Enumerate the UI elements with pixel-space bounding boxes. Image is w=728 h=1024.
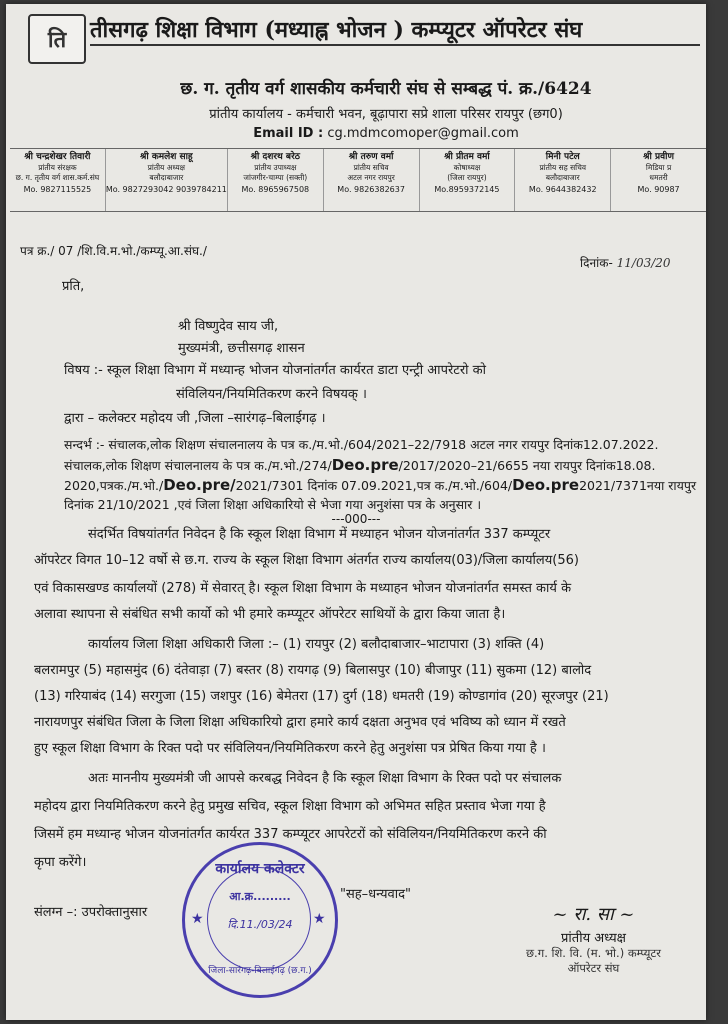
officer-role: मिडिया प्र (645, 163, 672, 172)
letter-sheet (6, 4, 706, 1020)
signatory-title: प्रांतीय अध्यक्ष (561, 931, 626, 946)
office-bearers-row (10, 148, 706, 212)
office-address: प्रांतीय कार्यालय - कर्मचारी भवन, बूढ़ापारा सप्रे शाला परिसर रायपुर (छग0) (209, 107, 563, 122)
signature-scribble: ~ रा. सा ~ (552, 904, 635, 925)
reference-line: दिनांक 21/10/2021 ,एवं जिला शिक्षा अधिकारियो से भेजा गया अनुशंसा पत्र के अनुसार । (64, 497, 482, 512)
date-label: दिनांक- (580, 256, 613, 270)
reference-text: 2020,पत्रक./म.भो./ (64, 478, 164, 493)
reference-text: संचालक,लोक शिक्षण संचालनालय के पत्र क./म.भो./274/ (64, 458, 332, 473)
officer-mobile: Mo. 9827293042 9039784211 (105, 185, 227, 194)
recipient-title: मुख्यमंत्री, छत्तीसगढ़ शासन (178, 341, 305, 356)
reference-line: सन्दर्भ :- संचालक,लोक शिक्षण संचालनालय के पत्र क./म.भो./604/2021–22/7918 अटल नगर रायपुर दिनांक12.07.2022. (64, 437, 659, 452)
logo-text: ति (47, 28, 67, 53)
paragraph-line: महोदय द्वारा नियमितिकरण करने हेतु प्रमुख सचिव, स्कूल शिक्षा विभाग को अभिमत सहित प्रस्ताव भेजा गया है (34, 799, 546, 814)
officer-place: (जिला रायपुर) (447, 173, 487, 182)
reference-deo: Deo.pre (331, 456, 399, 474)
officer-name: श्री प्रवीण (643, 152, 674, 162)
officer-mobile: Mo. 8965967508 (241, 185, 310, 194)
officer-mobile: Mo. 9826382637 (337, 185, 405, 194)
collector-office-stamp (182, 842, 338, 998)
signature-block (526, 902, 661, 976)
paragraph-line: जिसमें हम मध्यान्ह भोजन योजनांतर्गत कार्यरत 337 कम्प्यूटर आपरेटरों को संविलियन/नियमितिकरण करने की (34, 827, 547, 842)
stamp-bottom-text: जिला-सारंगढ़-बिलाईगढ़ (छ.ग.) (208, 966, 312, 976)
via-line: द्वारा – कलेक्टर महोदय जी ,जिला –सारंगढ़–बिलाईगढ़ । (64, 411, 326, 426)
officer-mobile: Mo. 9644382432 (528, 185, 597, 194)
stamp-ac-number: आ.क्र......... (229, 890, 291, 903)
officer-name: श्री दशरथ बरेठ (250, 152, 300, 162)
paragraph-line: कृपा करेंगे। (34, 855, 87, 870)
affiliation-line: छ. ग. तृतीय वर्ग शासकीय कर्मचारी संघ से सम्बद्ध पं. क्र./6424 (180, 79, 592, 99)
officer-place: बलौदाबाजार (149, 173, 184, 182)
reference-deo: Deo.pre (512, 476, 580, 494)
officer-place: बलौदाबाजार (545, 173, 580, 182)
reference-number: पत्र क्र./ 07 /शि.वि.म.भो./कम्प्यू.आ.संघ./ (20, 244, 207, 258)
officer-card (324, 149, 420, 211)
association-logo (28, 14, 86, 64)
officer-mobile: Mo.8959372145 (434, 185, 500, 194)
officer-mobile: Mo. 90987 (637, 185, 680, 194)
officer-role: प्रांतीय अध्यक्ष (147, 163, 186, 172)
signatory-org-2: ऑपरेटर संघ (567, 961, 620, 975)
paragraph-line: एवं विकासखण्ड कार्यालयों (278) में सेवारत् है। स्कूल शिक्षा विभाग के मध्याहन भोजन योजनांतर्गत समस्त कार्य के (34, 581, 572, 596)
subject-line: विषय :- स्कूल शिक्षा विभाग में मध्यान्ह भोजन योजनांतर्गत कार्यरत डाटा एन्ट्री आपरेटरो को (64, 363, 487, 378)
officer-place: धमतरी (649, 173, 668, 182)
officer-card (515, 149, 611, 211)
salutation: प्रति, (62, 279, 85, 294)
paragraph-line: अतः माननीय मुख्यमंत्री जी आपसे करबद्ध निवेदन है कि स्कूल शिक्षा विभाग के रिक्त पदो पर संचालक (88, 771, 562, 786)
officer-card (228, 149, 324, 211)
paragraph-line: ऑपरेटर विगत 10–12 वर्षो से छ.ग. राज्य के स्कूल शिक्षा विभाग अंतर्गत राज्य कार्यालय(03)/जिला कार्यालय(56) (34, 553, 579, 568)
officer-role: प्रांतीय संरक्षक (38, 163, 77, 172)
reference-text: /2017/2020–21/6655 नया रायपुर दिनांक18.08. (398, 458, 656, 473)
reference-text: 2021/7301 दिनांक 07.09.2021,पत्र क./म.भो./604/ (235, 478, 513, 493)
thanks-note: "सह–धन्यवाद" (340, 887, 412, 902)
paragraph-line: बलरामपुर (5) महासमुंद (6) दंतेवाड़ा (7) बस्तर (8) रायगढ़ (9) बिलासपुर (10) बीजापुर (11) सुकमा (12) बालोद (34, 663, 592, 678)
officer-role: प्रांतीय सह सचिव (539, 163, 587, 172)
stamp-star-icon: ★ (191, 911, 204, 927)
officer-card (611, 149, 706, 211)
email-address: cg.mdmcomoper@gmail.com (327, 126, 519, 141)
officer-place: जांजगीर-चाम्पा (सक्ती) (243, 173, 308, 182)
officer-role: प्रांतीय उपाध्यक्ष (254, 163, 297, 172)
officer-name: श्री चन्द्रशेखर तिवारी (24, 152, 91, 162)
enclosure-note: संलग्न –: उपरोक्तानुसार (34, 905, 148, 920)
date-value: 11/03/20 (616, 256, 671, 270)
paragraph-line: संदर्भित विषयांतर्गत निवेदन है कि स्कूल शिक्षा विभाग में मध्याहन भोजन योजनांतर्गत 337 कम्प्यूटर (88, 527, 551, 542)
reference-line (64, 456, 655, 474)
officer-role: कोषाध्यक्ष (453, 163, 481, 172)
stamp-date: दि.11./03/24 (227, 918, 293, 931)
officer-place: अटल नगर रायपुर (347, 173, 395, 182)
officer-name: श्री तरुण वर्मा (348, 152, 394, 162)
reference-text: 2021/7371नया रायपुर (579, 478, 697, 493)
reference-deo: Deo.pre/ (163, 476, 236, 494)
signatory-org: छ.ग. शि. वि. (म. भो.) कम्प्यूटर (526, 946, 661, 960)
officer-name: मिनी पटेल (545, 152, 580, 162)
officer-card (420, 149, 516, 211)
officer-card (10, 149, 106, 211)
subject-line-2: संविलियन/नियमितिकरण करने विषयक् । (176, 387, 367, 402)
stamp-star-icon: ★ (313, 911, 326, 927)
paragraph-line: कार्यालय जिला शिक्षा अधिकारी जिला :– (1) रायपुर (2) बलौदाबाजार–भाटापारा (3) शक्ति (4) (88, 637, 545, 652)
paragraph-line: अलावा स्थापना से संबंधित सभी कार्यो को भी हमारे कम्प्यूटर ऑपरेटर साथियों के द्वारा किया जाता है। (34, 607, 506, 622)
officer-role: प्रांतीय सचिव (353, 163, 389, 172)
recipient-name: श्री विष्णुदेव साय जी, (178, 319, 279, 334)
email-line (86, 126, 686, 141)
paragraph-line: नारायणपुर संबंधित जिला के जिला शिक्षा अधिकारियो द्वारा हमारे कार्य दक्षता अनुभव एवं भविष्य को ध्यान में रखते (34, 715, 566, 730)
officer-place: छ. ग. तृतीय वर्ग शास.कर्म.संघ (15, 173, 100, 182)
paragraph-line: हुए स्कूल शिक्षा विभाग के रिक्त पदो पर संविलियन/नियमितिकरण करने हेतु अनुशंसा पत्र प्रेषित किया गया है । (34, 741, 546, 756)
officer-name: श्री प्रीतम वर्मा (444, 152, 490, 162)
paragraph-line: (13) गरियाबंद (14) सरगुजा (15) जशपुर (16) बेमेतरा (17) दुर्ग (18) धमतरी (19) कोण्डागांव (20) सूरजपुर (21) (34, 689, 609, 704)
officer-name: श्री कमलेश साहू (140, 152, 193, 162)
officer-mobile: Mo. 9827115525 (23, 185, 92, 194)
officer-card (106, 149, 228, 211)
reference-line (64, 476, 696, 494)
stamp-top-text: कार्यालय कलेक्टर (215, 861, 305, 877)
email-label: Email ID : (253, 126, 324, 141)
org-title: तीसगढ़ शिक्षा विभाग (मध्याह्न भोजन ) कम्प्यूटर ऑपरेटर संघ (90, 16, 700, 46)
letter-date (580, 254, 671, 271)
separator: ---000--- (331, 512, 381, 526)
